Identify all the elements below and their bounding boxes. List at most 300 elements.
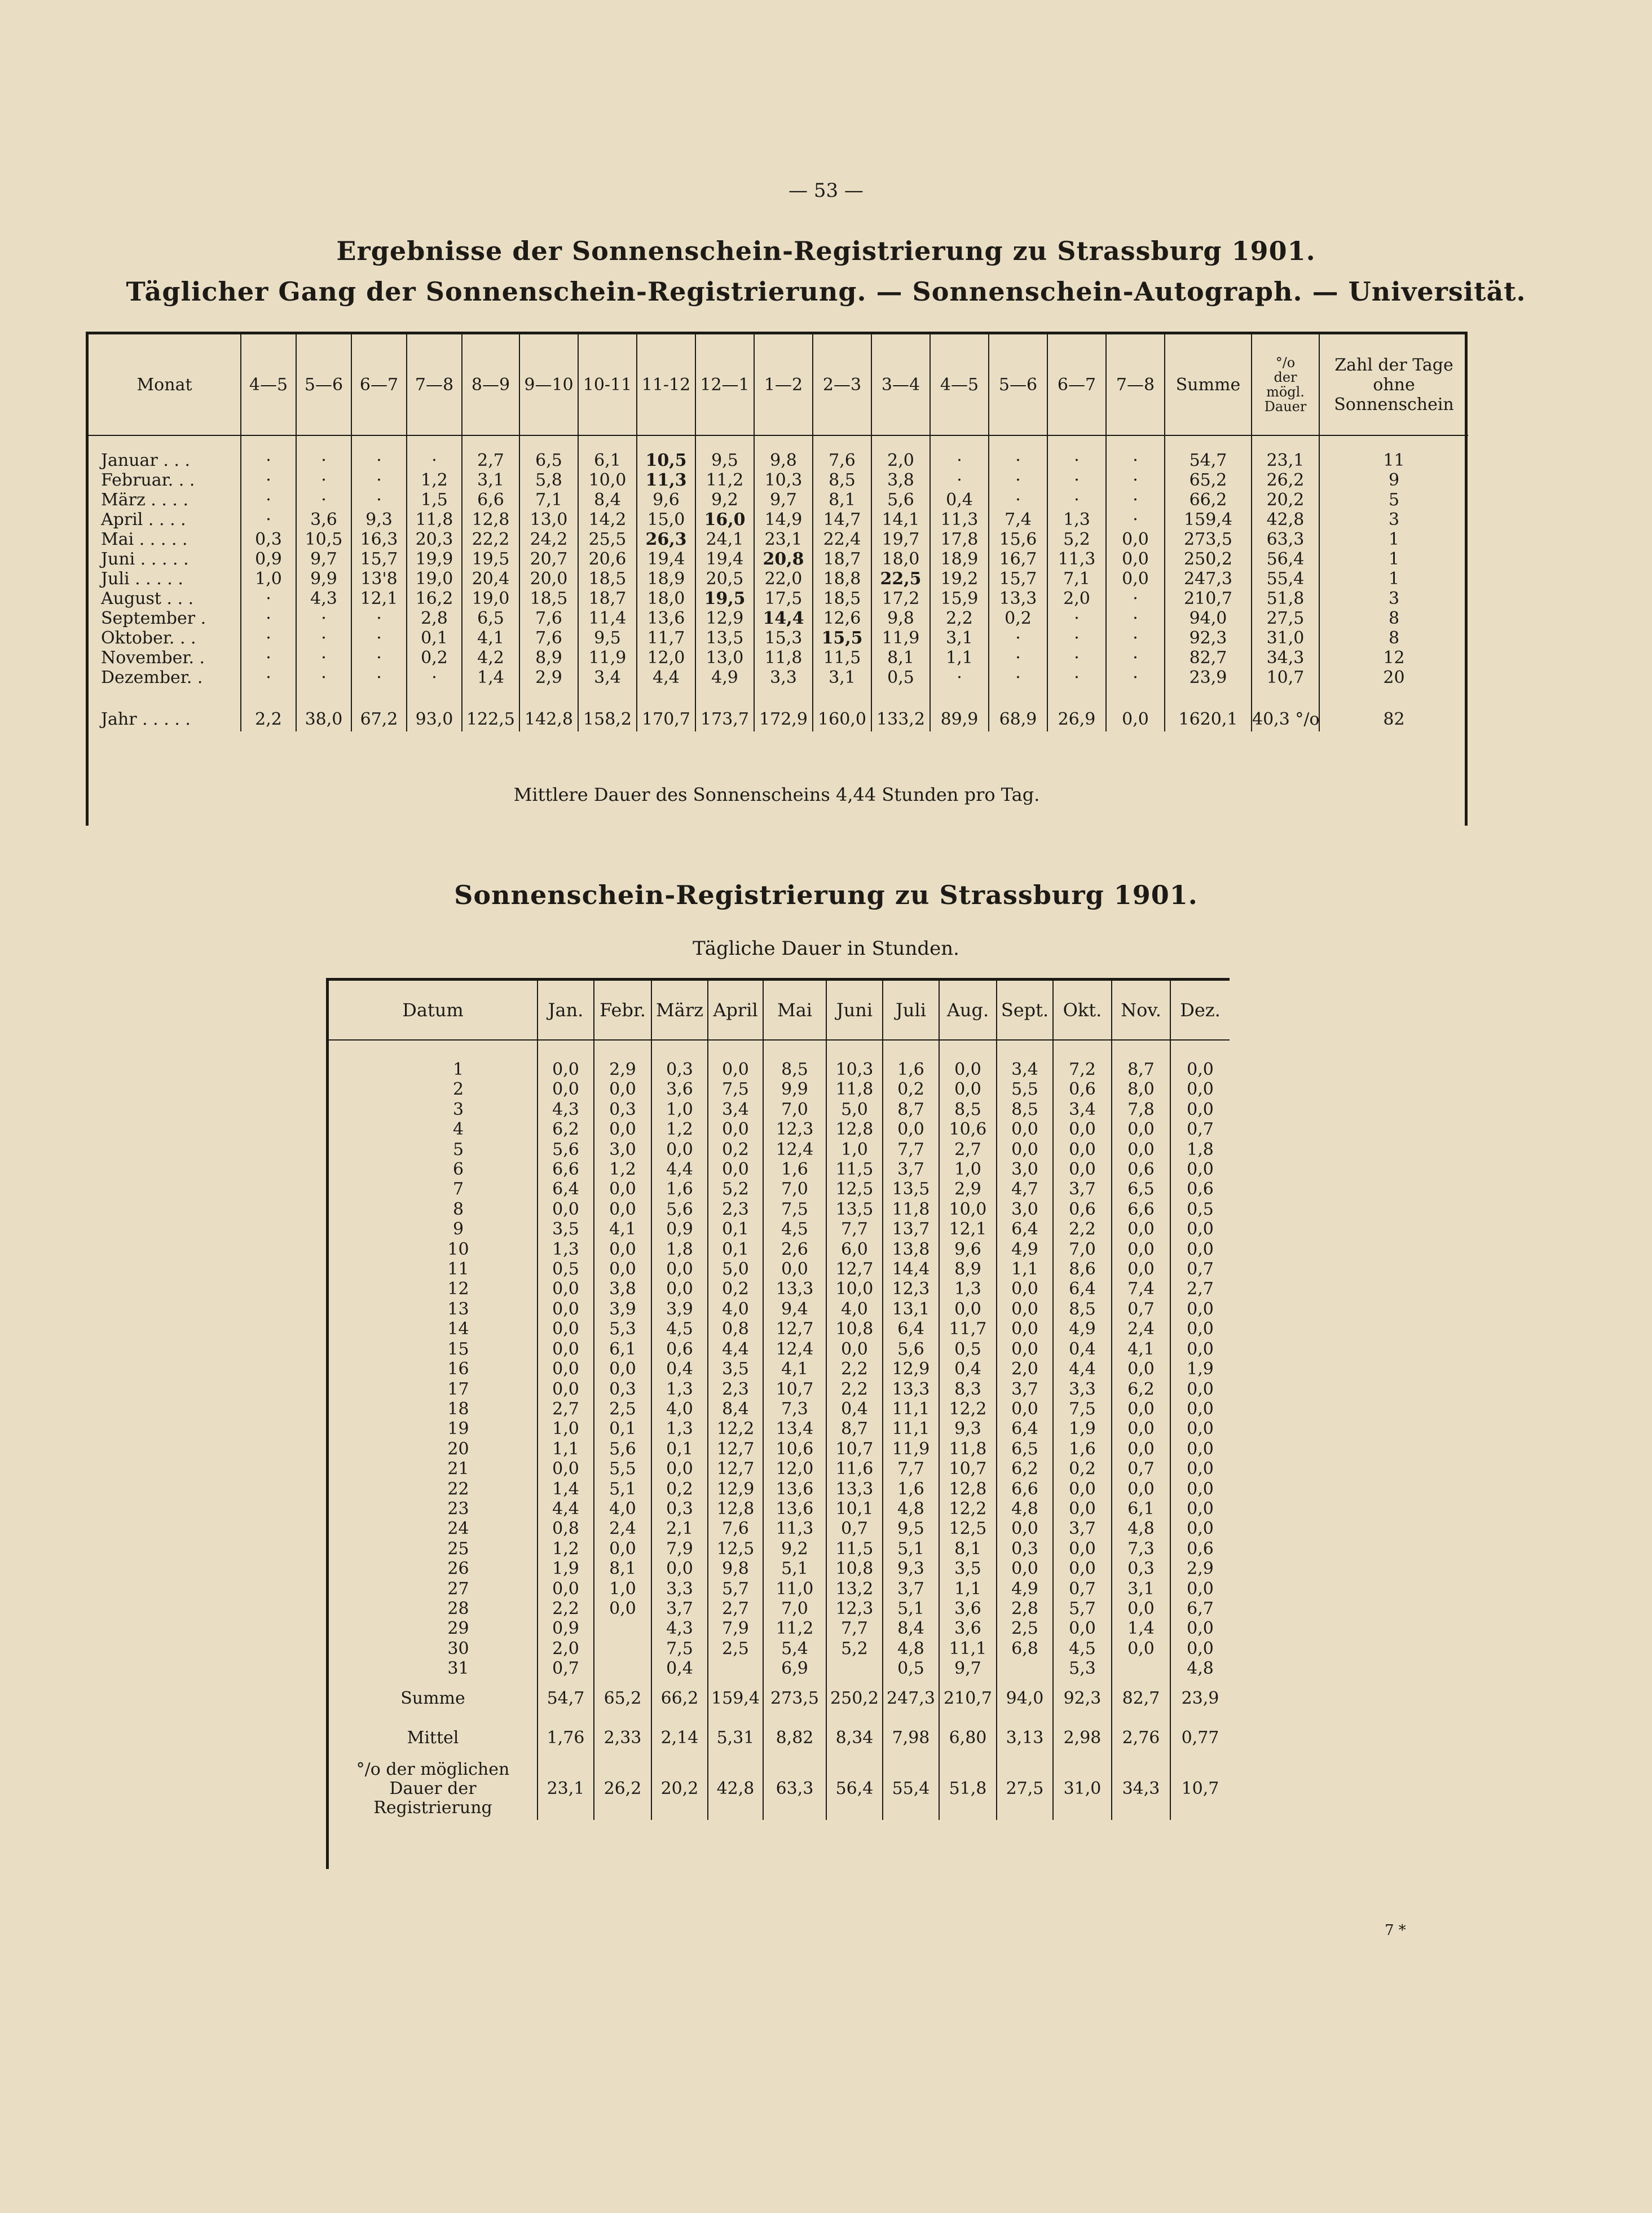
value-cell: 0,0	[997, 1339, 1053, 1359]
value-cell: 6,5	[462, 609, 519, 628]
day-row	[329, 1599, 1230, 1619]
value-cell: 2,2	[538, 1599, 594, 1619]
value-cell: ·	[1106, 490, 1165, 510]
value-cell: 12,2	[708, 1419, 763, 1439]
value-cell: 12,9	[708, 1479, 763, 1499]
percent-row-value: 51,8	[939, 1758, 997, 1820]
value-cell: ·	[1047, 609, 1106, 628]
value-cell: 24,2	[519, 530, 578, 549]
value-cell: 1,6	[883, 1479, 939, 1499]
value-cell: 11,6	[826, 1459, 883, 1479]
value-cell: 159,4	[1165, 510, 1252, 530]
day-label: 22	[447, 1479, 469, 1499]
day-row	[329, 1639, 1230, 1659]
value-cell: 1,0	[939, 1160, 997, 1179]
value-cell: 0,0	[1053, 1140, 1112, 1160]
sum-row-value: 247,3	[883, 1679, 939, 1718]
value-cell: ·	[1047, 648, 1106, 668]
column-header-hour: 7—8	[1106, 334, 1165, 435]
day-row	[329, 1559, 1230, 1579]
value-cell: 6,6	[997, 1479, 1053, 1499]
value-cell: 12,6	[813, 609, 871, 628]
value-cell: 27,5	[1252, 609, 1319, 628]
spacer-cell	[708, 1040, 763, 1060]
month-label: Dezember. .	[101, 668, 203, 687]
value-cell: 0,0	[997, 1140, 1053, 1160]
value-cell: 6,2	[538, 1119, 594, 1139]
value-cell: 22,2	[462, 530, 519, 549]
value-cell: 0,0	[1170, 1619, 1230, 1638]
mean-row-value: 2,33	[594, 1718, 651, 1758]
value-cell: 5,6	[651, 1200, 708, 1219]
value-cell: 0,3	[651, 1499, 708, 1519]
value-cell: 3,7	[883, 1579, 939, 1599]
value-cell: 10,7	[826, 1439, 883, 1459]
value-cell: 22,0	[754, 569, 813, 589]
value-cell: 51,8	[1252, 589, 1319, 609]
value-cell: ·	[241, 589, 296, 609]
value-cell: 9,3	[351, 510, 407, 530]
page-number: — 53 —	[788, 179, 864, 202]
value-cell: 2,2	[930, 609, 989, 628]
value-cell: 19,7	[871, 530, 930, 549]
value-cell: 0,0	[708, 1160, 763, 1179]
value-cell: 15,9	[930, 589, 989, 609]
day-row	[329, 1519, 1230, 1538]
column-header-percent-line: mögl.	[1266, 384, 1305, 400]
value-cell: 0,0	[997, 1299, 1053, 1319]
column-header-month: Mai	[763, 981, 826, 1040]
value-cell: 2,7	[538, 1399, 594, 1419]
value-cell: 3,7	[1053, 1519, 1112, 1538]
value-cell: 0,7	[826, 1519, 883, 1538]
value-cell: 0,4	[651, 1659, 708, 1678]
value-cell: 3,1	[813, 668, 871, 687]
value-cell: 10,6	[763, 1439, 826, 1459]
value-cell: 10,8	[826, 1559, 883, 1579]
spacer-cell	[930, 687, 989, 707]
day-row	[329, 1060, 1230, 1079]
value-cell: 13'8	[351, 569, 407, 589]
value-cell: ·	[989, 668, 1047, 687]
percent-row	[329, 1758, 1230, 1820]
value-cell: 0,2	[1053, 1459, 1112, 1479]
value-cell: 31,0	[1252, 628, 1319, 648]
value-cell: 4,0	[651, 1399, 708, 1419]
value-cell: 7,7	[826, 1219, 883, 1239]
daily-table	[326, 978, 1230, 1869]
value-cell: 1,0	[651, 1100, 708, 1119]
value-cell: 5,2	[1047, 530, 1106, 549]
value-cell: 26,2	[1252, 470, 1319, 490]
value-cell: 23,1	[754, 530, 813, 549]
value-cell: 23,1	[1252, 451, 1319, 470]
value-cell: 11,9	[871, 628, 930, 648]
month-label: August . . .	[101, 589, 194, 609]
daily-subtitle: Tägliche Dauer in Stunden.	[693, 937, 959, 960]
value-cell: 11,8	[407, 510, 462, 530]
value-cell: 42,8	[1252, 510, 1319, 530]
value-cell: 2,5	[708, 1639, 763, 1659]
value-cell: 8,7	[883, 1100, 939, 1119]
value-cell: 5,5	[997, 1079, 1053, 1099]
value-cell: 9,7	[296, 549, 351, 569]
value-cell: 6,5	[997, 1439, 1053, 1459]
value-cell: 0,3	[651, 1060, 708, 1079]
value-cell: 17,5	[754, 589, 813, 609]
spacer-cell	[989, 435, 1047, 451]
value-cell: 0,8	[538, 1519, 594, 1538]
sum-row-value: 159,4	[708, 1679, 763, 1718]
value-cell: 19,2	[930, 569, 989, 589]
value-cell: 3,7	[997, 1379, 1053, 1399]
value-cell: 6,4	[538, 1179, 594, 1199]
value-cell: 0,2	[708, 1279, 763, 1299]
value-cell: 0,0	[1112, 1359, 1170, 1379]
day-label: 2	[452, 1079, 464, 1100]
value-cell: 0,6	[1112, 1160, 1170, 1179]
month-row	[89, 490, 1468, 510]
spacer-cell	[813, 687, 871, 707]
value-cell: ·	[989, 451, 1047, 470]
value-cell: 12,1	[939, 1219, 997, 1239]
value-cell: 0,0	[538, 1299, 594, 1319]
value-cell: 19,0	[462, 589, 519, 609]
value-cell: 0,0	[1106, 530, 1165, 549]
value-cell: 0,9	[241, 549, 296, 569]
value-cell: 0,0	[1106, 549, 1165, 569]
value-cell: 8,1	[813, 490, 871, 510]
value-cell: 0,4	[939, 1359, 997, 1379]
day-label: 30	[447, 1638, 469, 1659]
value-cell: 0,7	[1112, 1299, 1170, 1319]
value-cell: 0,3	[1112, 1559, 1170, 1579]
value-cell: 0,0	[538, 1359, 594, 1379]
value-cell: 1,6	[883, 1060, 939, 1079]
value-cell: 6,8	[997, 1639, 1053, 1659]
spacer-cell	[462, 687, 519, 707]
value-cell: 7,6	[708, 1519, 763, 1538]
value-cell: ·	[407, 451, 462, 470]
value-cell: 0,0	[1112, 1140, 1170, 1160]
value-cell: 14,4	[883, 1259, 939, 1279]
spacer-cell	[1112, 1040, 1170, 1060]
value-cell: 6,7	[1170, 1599, 1230, 1619]
column-header-hour: 10-11	[578, 334, 637, 435]
spacer-cell	[89, 687, 241, 707]
value-cell: 1	[1319, 530, 1468, 549]
value-cell: 2,0	[1047, 589, 1106, 609]
value-cell: 8,9	[519, 648, 578, 668]
value-cell: ·	[351, 470, 407, 490]
day-label: 12	[447, 1279, 469, 1299]
mean-row-value: 7,98	[883, 1718, 939, 1758]
value-cell: 20	[1319, 668, 1468, 687]
value-cell: 11,0	[763, 1579, 826, 1599]
value-cell: 18,9	[637, 569, 695, 589]
value-cell: ·	[351, 451, 407, 470]
value-cell: ·	[351, 628, 407, 648]
value-cell: 0,0	[1170, 1499, 1230, 1519]
value-cell: 22,4	[813, 530, 871, 549]
value-cell: 0,0	[1053, 1160, 1112, 1179]
value-cell: 0,9	[538, 1619, 594, 1638]
value-cell: 0,0	[1170, 1079, 1230, 1099]
value-cell: 11,1	[883, 1419, 939, 1439]
value-cell: 4,0	[826, 1299, 883, 1319]
spacer-cell	[1319, 687, 1468, 707]
value-cell: 8,4	[578, 490, 637, 510]
value-cell: 0,0	[1112, 1119, 1170, 1139]
value-cell: 3,6	[939, 1599, 997, 1619]
value-cell: 5,6	[871, 490, 930, 510]
day-label: 24	[447, 1519, 469, 1539]
value-cell: 0,0	[1170, 1060, 1230, 1079]
spacer-cell	[813, 435, 871, 451]
spacer-cell	[329, 1040, 538, 1060]
spacer-cell	[296, 435, 351, 451]
value-cell: 10,1	[826, 1499, 883, 1519]
value-cell: 0,0	[1053, 1559, 1112, 1579]
value-cell: 7,0	[763, 1599, 826, 1619]
value-cell: 11,9	[883, 1439, 939, 1459]
value-cell: 3,1	[930, 628, 989, 648]
value-cell: 7,2	[1053, 1060, 1112, 1079]
value-cell: 14,2	[578, 510, 637, 530]
spacer-cell	[695, 435, 754, 451]
value-cell: 14,9	[754, 510, 813, 530]
value-cell: 0,0	[1112, 1219, 1170, 1239]
value-cell: 3,5	[939, 1559, 997, 1579]
value-cell: 12,3	[883, 1279, 939, 1299]
value-cell: 18,5	[813, 589, 871, 609]
spacer-cell	[89, 435, 241, 451]
value-cell: 0,4	[1053, 1339, 1112, 1359]
value-cell: 0,4	[651, 1359, 708, 1379]
year-value: 172,9	[754, 707, 813, 731]
value-cell: 2,8	[997, 1599, 1053, 1619]
day-label: 26	[447, 1559, 469, 1579]
value-cell: 0,7	[538, 1659, 594, 1678]
day-label: 13	[447, 1299, 469, 1319]
value-cell: 10,0	[826, 1279, 883, 1299]
value-cell: 20,8	[754, 549, 813, 569]
value-cell: 14,1	[871, 510, 930, 530]
value-cell: 6,1	[594, 1339, 651, 1359]
value-cell: 2,9	[519, 668, 578, 687]
column-header-month: März	[651, 981, 708, 1040]
value-cell: 3,0	[594, 1140, 651, 1160]
value-cell: 0,7	[1112, 1459, 1170, 1479]
value-cell: 0,1	[407, 628, 462, 648]
value-cell: 4,8	[1170, 1659, 1230, 1678]
value-cell: 4,3	[296, 589, 351, 609]
value-cell: 3,6	[651, 1079, 708, 1099]
value-cell: 1,6	[1053, 1439, 1112, 1459]
value-cell: 0,0	[594, 1240, 651, 1259]
value-cell: 0,6	[1170, 1539, 1230, 1559]
value-cell: 0,0	[651, 1259, 708, 1279]
value-cell: 3,7	[1053, 1179, 1112, 1199]
value-cell: 1,3	[1047, 510, 1106, 530]
value-cell: 3,0	[997, 1160, 1053, 1179]
value-cell: 11,2	[695, 470, 754, 490]
day-row	[329, 1140, 1230, 1160]
day-label: 18	[447, 1399, 469, 1419]
value-cell: ·	[296, 490, 351, 510]
value-cell: 0,5	[1170, 1200, 1230, 1219]
month-row	[89, 589, 1468, 609]
value-cell: 1	[1319, 549, 1468, 569]
value-cell: 18,9	[930, 549, 989, 569]
value-cell: 15,5	[813, 628, 871, 648]
value-cell: 8,1	[939, 1539, 997, 1559]
value-cell: 5,0	[826, 1100, 883, 1119]
sum-row-value: 65,2	[594, 1679, 651, 1718]
value-cell: 4,0	[594, 1499, 651, 1519]
column-header-month: Sept.	[997, 981, 1053, 1040]
value-cell: 7,9	[651, 1539, 708, 1559]
value-cell: 6,6	[1112, 1200, 1170, 1219]
column-header-percent-line: Dauer	[1264, 399, 1307, 415]
value-cell: 8,1	[871, 648, 930, 668]
day-row	[329, 1279, 1230, 1299]
value-cell: ·	[241, 628, 296, 648]
value-cell: 0,7	[1053, 1579, 1112, 1599]
value-cell: 1,1	[939, 1579, 997, 1599]
value-cell: 1,8	[1170, 1140, 1230, 1160]
month-label: Februar. . .	[101, 470, 195, 490]
value-cell: 13,3	[989, 589, 1047, 609]
value-cell: 4,1	[594, 1219, 651, 1239]
value-cell: 56,4	[1252, 549, 1319, 569]
value-cell: 2,0	[997, 1359, 1053, 1379]
value-cell: 3,5	[708, 1359, 763, 1379]
value-cell: 4,9	[997, 1579, 1053, 1599]
spacer-cell	[997, 1040, 1053, 1060]
value-cell: 6,4	[997, 1219, 1053, 1239]
value-cell: 17,8	[930, 530, 989, 549]
value-cell: 11,5	[813, 648, 871, 668]
value-cell: 0,0	[997, 1519, 1053, 1538]
value-cell: 0,0	[1170, 1240, 1230, 1259]
spacer-cell	[883, 1040, 939, 1060]
value-cell: 8	[1319, 609, 1468, 628]
value-cell: 5,2	[826, 1639, 883, 1659]
sum-row-value: 54,7	[538, 1679, 594, 1718]
value-cell: 10,7	[939, 1459, 997, 1479]
mean-row	[329, 1718, 1230, 1758]
value-cell: 10,7	[763, 1379, 826, 1399]
value-cell: 2,3	[708, 1200, 763, 1219]
value-cell: 11,3	[1047, 549, 1106, 569]
mean-row-value: 2,76	[1112, 1718, 1170, 1758]
value-cell: ·	[296, 470, 351, 490]
value-cell: 12,5	[708, 1539, 763, 1559]
percent-row-label: °/o der möglichen Dauer der Registrierung	[356, 1759, 510, 1818]
value-cell: ·	[351, 668, 407, 687]
percent-row-value: 20,2	[651, 1758, 708, 1820]
value-cell: 7,0	[763, 1100, 826, 1119]
sum-row-label: Summe	[400, 1688, 465, 1708]
value-cell	[997, 1659, 1053, 1678]
value-cell: 4,8	[883, 1639, 939, 1659]
column-header-hour: 12—1	[695, 334, 754, 435]
value-cell: 11,5	[826, 1539, 883, 1559]
value-cell: 5,4	[763, 1639, 826, 1659]
value-cell: 9,8	[708, 1559, 763, 1579]
value-cell: ·	[1106, 648, 1165, 668]
value-cell: 1,1	[997, 1259, 1053, 1279]
value-cell: 1,0	[538, 1419, 594, 1439]
value-cell: ·	[1106, 589, 1165, 609]
value-cell: 13,5	[883, 1179, 939, 1199]
value-cell: 12,8	[939, 1479, 997, 1499]
value-cell: 2,2	[1053, 1219, 1112, 1239]
value-cell: ·	[241, 648, 296, 668]
value-cell: 12,5	[826, 1179, 883, 1199]
value-cell: 5,2	[708, 1179, 763, 1199]
value-cell: 1,2	[594, 1160, 651, 1179]
month-label: Juli . . . . .	[101, 569, 183, 589]
value-cell: 2,7	[939, 1140, 997, 1160]
column-header-hour: Summe	[1165, 334, 1252, 435]
value-cell: 16,3	[351, 530, 407, 549]
value-cell: 0,2	[989, 609, 1047, 628]
value-cell: 0,0	[1170, 1459, 1230, 1479]
value-cell: 11,8	[754, 648, 813, 668]
value-cell: 4,5	[763, 1219, 826, 1239]
value-cell: 0,0	[1170, 1319, 1230, 1339]
value-cell: 9,9	[763, 1079, 826, 1099]
day-label: 15	[447, 1339, 469, 1359]
percent-row-value: 23,1	[538, 1758, 594, 1820]
value-cell: 0,0	[594, 1539, 651, 1559]
value-cell: 0,0	[651, 1279, 708, 1299]
value-cell: 2,7	[462, 451, 519, 470]
day-label: 14	[447, 1319, 469, 1339]
column-header-percent-line: der	[1274, 369, 1297, 385]
value-cell: 0,0	[538, 1379, 594, 1399]
value-cell: ·	[1047, 470, 1106, 490]
sum-row	[329, 1679, 1230, 1718]
value-cell: 19,4	[637, 549, 695, 569]
value-cell: 1,2	[407, 470, 462, 490]
value-cell: 250,2	[1165, 549, 1252, 569]
value-cell: 55,4	[1252, 569, 1319, 589]
value-cell: 13,3	[883, 1379, 939, 1399]
value-cell: 11,5	[826, 1160, 883, 1179]
value-cell: 0,5	[939, 1339, 997, 1359]
value-cell: 6,2	[997, 1459, 1053, 1479]
value-cell: 13,6	[763, 1499, 826, 1519]
value-cell: 4,4	[708, 1339, 763, 1359]
value-cell: 23,9	[1165, 668, 1252, 687]
value-cell: 19,9	[407, 549, 462, 569]
value-cell: 0,0	[651, 1559, 708, 1579]
section-title: Täglicher Gang der Sonnenschein-Registrierung. — Sonnenschein-Autograph. — Universität.	[126, 276, 1526, 307]
month-label: Oktober. . .	[101, 628, 196, 648]
value-cell: 19,4	[695, 549, 754, 569]
mean-row-value: 8,82	[763, 1718, 826, 1758]
month-row	[89, 609, 1468, 628]
sum-row-value: 273,5	[763, 1679, 826, 1718]
value-cell: 0,0	[997, 1279, 1053, 1299]
column-header-hour: 4—5	[241, 334, 296, 435]
month-row	[89, 569, 1468, 589]
value-cell: 0,2	[407, 648, 462, 668]
value-cell: 0,0	[939, 1060, 997, 1079]
